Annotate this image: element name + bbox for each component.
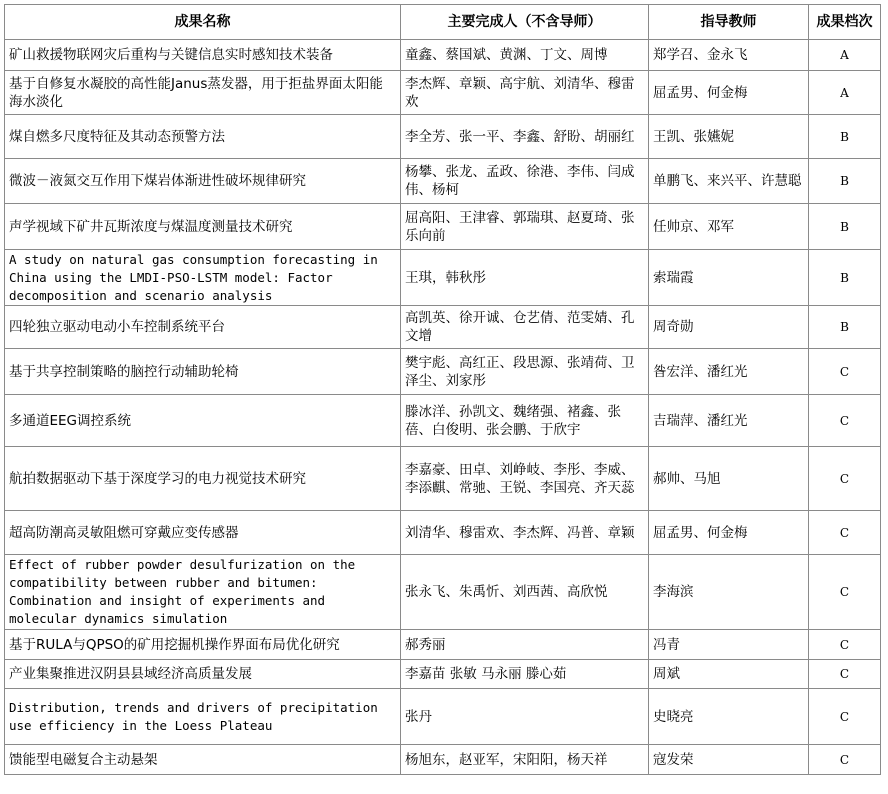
advisor: 王凯、张嬿妮 — [649, 115, 809, 159]
members: 李杰辉、章颖、高宇航、刘清华、穆雷欢 — [401, 71, 649, 115]
achievement-name: 馈能型电磁复合主动悬架 — [5, 745, 401, 775]
advisor: 郝帅、马旭 — [649, 447, 809, 511]
table-row — [5, 250, 881, 306]
members: 高凯英、徐开诚、仓艺倩、范雯婧、孔文增 — [401, 306, 649, 349]
achievement-name: 微波－液氮交互作用下煤岩体渐进性破坏规律研究 — [5, 159, 401, 204]
members: 杨攀、张龙、孟政、徐港、李伟、闫成伟、杨柯 — [401, 159, 649, 204]
advisor: 昝宏洋、潘红光 — [649, 349, 809, 395]
grade: C — [809, 630, 881, 660]
table-row — [5, 395, 881, 447]
table-row — [5, 660, 881, 689]
table-row — [5, 630, 881, 660]
grade: B — [809, 204, 881, 250]
grade: C — [809, 745, 881, 775]
achievement-name: 基于共享控制策略的脑控行动辅助轮椅 — [5, 349, 401, 395]
grade: C — [809, 395, 881, 447]
advisor: 周斌 — [649, 660, 809, 689]
members: 樊宇彪、高红正、段思源、张靖荷、卫泽尘、刘家彤 — [401, 349, 649, 395]
achievement-name: Effect of rubber powder desulfurization on the compatibility between rubber and bitumen: Combination and insight of experiments and molecular dynamics simulation — [5, 555, 401, 630]
table-row — [5, 689, 881, 745]
members: 李全芳、张一平、李鑫、舒盼、胡丽红 — [401, 115, 649, 159]
advisor: 吉瑞萍、潘红光 — [649, 395, 809, 447]
members: 李嘉豪、田卓、刘峥岐、李彤、李威、李添麒、常驰、王锐、李国亮、齐天蕊 — [401, 447, 649, 511]
table-row — [5, 447, 881, 511]
table-row — [5, 204, 881, 250]
advisor: 任帅京、邓军 — [649, 204, 809, 250]
achievement-name: 基于自修复水凝胶的高性能Janus蒸发器，用于拒盐界面太阳能海水淡化 — [5, 71, 401, 115]
table-row — [5, 40, 881, 71]
members: 张永飞、朱禹忻、刘西茜、高欣悦 — [401, 555, 649, 630]
achievement-name: 基于RULA与QPSO的矿用挖掘机操作界面布局优化研究 — [5, 630, 401, 660]
advisor: 史晓亮 — [649, 689, 809, 745]
achievement-name: 航拍数据驱动下基于深度学习的电力视觉技术研究 — [5, 447, 401, 511]
header-advisor: 指导教师 — [649, 5, 809, 40]
achievement-name: 产业集聚推进汉阴县县域经济高质量发展 — [5, 660, 401, 689]
achievement-name: 多通道EEG调控系统 — [5, 395, 401, 447]
grade: C — [809, 660, 881, 689]
achievement-name: 煤自燃多尺度特征及其动态预警方法 — [5, 115, 401, 159]
members: 刘清华、穆雷欢、李杰辉、冯普、章颖 — [401, 511, 649, 555]
achievement-name: A study on natural gas consumption forecasting in China using the LMDI-PSO-LSTM model: Factor decomposition and scenario analysis — [5, 250, 401, 306]
members: 滕冰洋、孙凯文、魏绪强、褚鑫、张蓓、白俊明、张会鹏、于欣宇 — [401, 395, 649, 447]
grade: C — [809, 447, 881, 511]
header-grade: 成果档次 — [809, 5, 881, 40]
grade: C — [809, 689, 881, 745]
members: 郝秀丽 — [401, 630, 649, 660]
table-row — [5, 511, 881, 555]
achievement-name: Distribution, trends and drivers of precipitation use efficiency in the Loess Plateau — [5, 689, 401, 745]
members: 王琪，韩秋彤 — [401, 250, 649, 306]
table-row — [5, 745, 881, 775]
header-row — [5, 5, 881, 40]
table-row — [5, 349, 881, 395]
table-row — [5, 71, 881, 115]
grade: A — [809, 71, 881, 115]
table-row — [5, 306, 881, 349]
header-members: 主要完成人（不含导师） — [401, 5, 649, 40]
grade: B — [809, 159, 881, 204]
table-row — [5, 159, 881, 204]
header-name: 成果名称 — [5, 5, 401, 40]
achievement-table — [4, 4, 881, 775]
advisor: 郑学召、金永飞 — [649, 40, 809, 71]
advisor: 李海滨 — [649, 555, 809, 630]
table-row — [5, 115, 881, 159]
members: 张丹 — [401, 689, 649, 745]
grade: B — [809, 306, 881, 349]
table-row — [5, 555, 881, 630]
advisor: 单鹏飞、来兴平、许慧聪 — [649, 159, 809, 204]
achievement-name: 超高防潮高灵敏阻燃可穿戴应变传感器 — [5, 511, 401, 555]
advisor: 周奇勋 — [649, 306, 809, 349]
members: 李嘉苗 张敏 马永丽 滕心茹 — [401, 660, 649, 689]
grade: C — [809, 555, 881, 630]
achievement-name: 矿山救援物联网灾后重构与关键信息实时感知技术装备 — [5, 40, 401, 71]
advisor: 屈孟男、何金梅 — [649, 511, 809, 555]
advisor: 冯青 — [649, 630, 809, 660]
advisor: 索瑞霞 — [649, 250, 809, 306]
grade: B — [809, 115, 881, 159]
grade: A — [809, 40, 881, 71]
grade: C — [809, 511, 881, 555]
grade: B — [809, 250, 881, 306]
members: 屈高阳、王津睿、郭瑞琪、赵夏琦、张乐向前 — [401, 204, 649, 250]
advisor: 屈孟男、何金梅 — [649, 71, 809, 115]
achievement-name: 四轮独立驱动电动小车控制系统平台 — [5, 306, 401, 349]
members: 童鑫、蔡国斌、黄渊、丁文、周博 — [401, 40, 649, 71]
achievement-name: 声学视域下矿井瓦斯浓度与煤温度测量技术研究 — [5, 204, 401, 250]
grade: C — [809, 349, 881, 395]
advisor: 寇发荣 — [649, 745, 809, 775]
members: 杨旭东，赵亚军，宋阳阳，杨天祥 — [401, 745, 649, 775]
